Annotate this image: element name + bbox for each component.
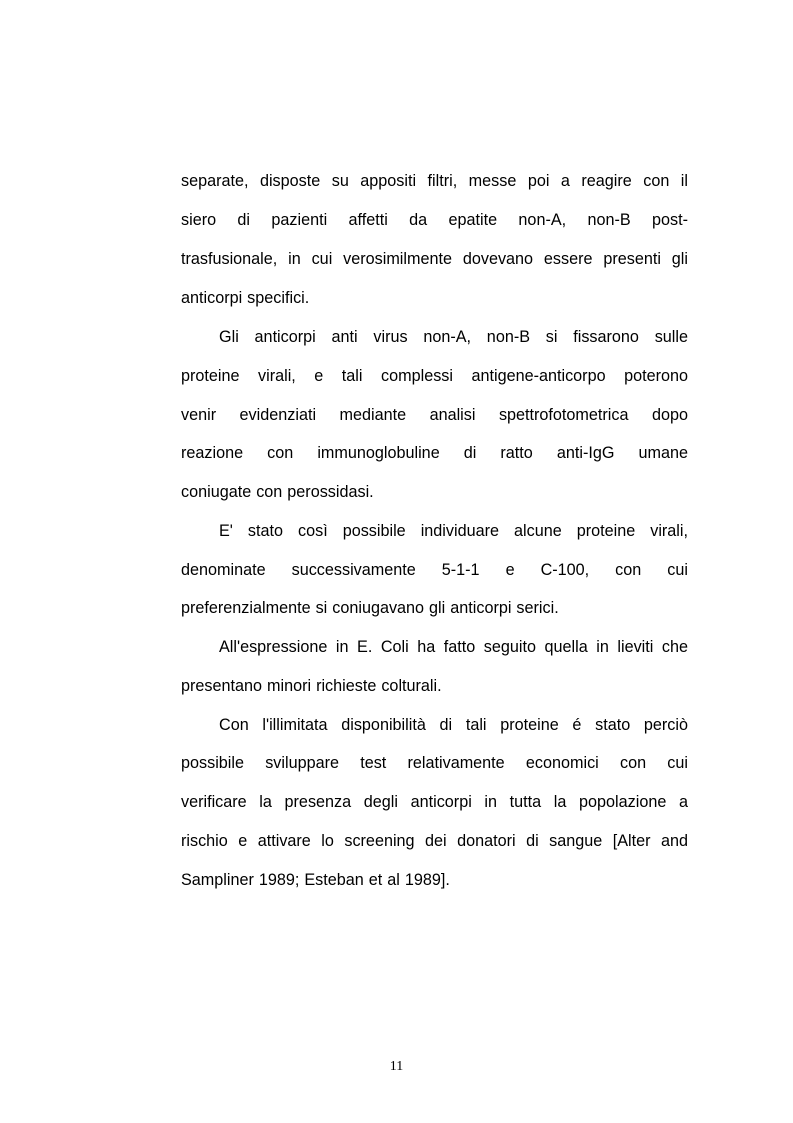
paragraph-5-line-2: possibile sviluppare test relativamente economici con cui xyxy=(181,754,688,772)
paragraph-1-line-3: trasfusionale, in cui verosimilmente dovevano essere presenti gli xyxy=(181,250,688,268)
paragraph-4-line-1: All'espressione in E. Coli ha fatto seguito quella in lieviti che xyxy=(219,638,688,656)
page-number: 11 xyxy=(389,1059,404,1074)
paragraph-1-line-1: separate, disposte su appositi filtri, messe poi a reagire con il xyxy=(181,172,688,190)
paragraph-1-line-4: anticorpi specifici. xyxy=(181,289,310,307)
paragraph-2-line-1: Gli anticorpi anti virus non-A, non-B si fissarono sulle xyxy=(219,328,688,346)
paragraph-5-line-5: Sampliner 1989; Esteban et al 1989]. xyxy=(181,871,450,889)
paragraph-5-line-1: Con l'illimitata disponibilità di tali proteine é stato perciò xyxy=(219,716,688,734)
paragraph-5-line-3: verificare la presenza degli anticorpi in tutta la popolazione a xyxy=(181,793,688,811)
paragraph-2-line-5: coniugate con perossidasi. xyxy=(181,483,374,501)
paragraph-5-line-4: rischio e attivare lo screening dei donatori di sangue [Alter and xyxy=(181,832,688,850)
paragraph-3-line-3: preferenzialmente si coniugavano gli anticorpi serici. xyxy=(181,599,559,617)
paragraph-2-line-2: proteine virali, e tali complessi antigene-anticorpo poterono xyxy=(181,367,688,385)
paragraph-3-line-1: E' stato così possibile individuare alcune proteine virali, xyxy=(219,522,688,540)
paragraph-4-line-2: presentano minori richieste colturali. xyxy=(181,677,442,695)
paragraph-2-line-4: reazione con immunoglobuline di ratto anti-IgG umane xyxy=(181,444,688,462)
paragraph-3-line-2: denominate successivamente 5-1-1 e C-100, con cui xyxy=(181,561,688,579)
paragraph-2-line-3: venir evidenziati mediante analisi spettrofotometrica dopo xyxy=(181,406,688,424)
paragraph-1-line-2: siero di pazienti affetti da epatite non-A, non-B post- xyxy=(181,211,688,229)
